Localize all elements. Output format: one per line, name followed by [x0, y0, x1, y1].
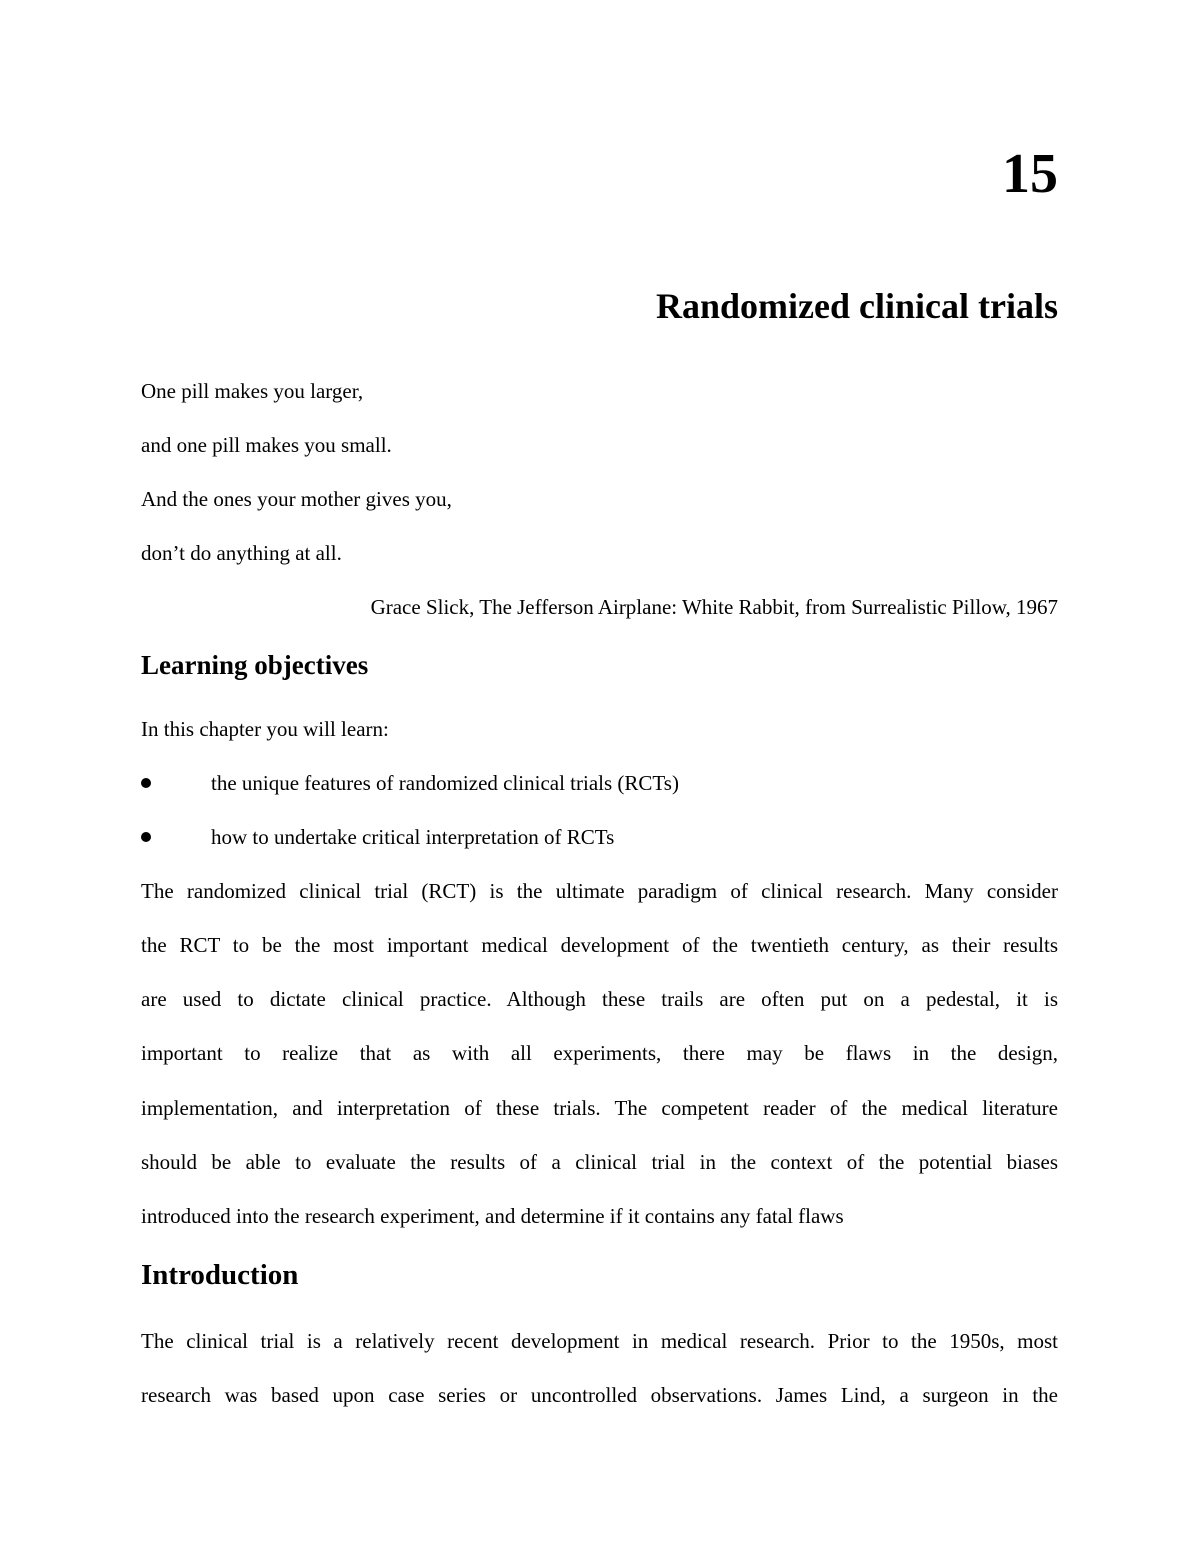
chapter-number: 15 — [1002, 143, 1058, 205]
paragraph-line: The randomized clinical trial (RCT) is the ultimate paradigm of clinical research. Many consider — [141, 880, 1058, 903]
paragraph-line: the RCT to be the most important medical development of the twentieth century, as their results — [141, 934, 1058, 957]
epigraph-line: and one pill makes you small. — [141, 433, 392, 457]
epigraph-line: don’t do anything at all. — [141, 541, 342, 565]
paragraph-line: should be able to evaluate the results of a clinical trial in the context of the potential biases — [141, 1151, 1058, 1174]
list-item-text: how to undertake critical interpretation of RCTs — [211, 825, 615, 849]
epigraph-line: One pill makes you larger, — [141, 379, 364, 403]
section-heading-learning-objectives: Learning objectives — [141, 650, 369, 680]
paragraph-line: implementation, and interpretation of these trials. The competent reader of the medical literature — [141, 1097, 1058, 1120]
bullet-icon — [141, 778, 151, 788]
paragraph-line: are used to dictate clinical practice. Although these trails are often put on a pedestal, it is — [141, 988, 1058, 1011]
bullet-icon — [141, 832, 151, 842]
paragraph-line: introduced into the research experiment, and determine if it contains any fatal flaws — [141, 1205, 844, 1228]
list-item-text: the unique features of randomized clinical trials (RCTs) — [211, 771, 679, 795]
paragraph-line: research was based upon case series or uncontrolled observations. James Lind, a surgeon in the — [141, 1384, 1058, 1407]
objectives-intro: In this chapter you will learn: — [141, 717, 389, 741]
epigraph-attribution: Grace Slick, The Jefferson Airplane: White Rabbit, from Surrealistic Pillow, 1967 — [370, 595, 1058, 619]
epigraph-line: And the ones your mother gives you, — [141, 487, 452, 511]
chapter-title: Randomized clinical trials — [656, 286, 1058, 326]
paragraph-line: important to realize that as with all experiments, there may be flaws in the design, — [141, 1042, 1058, 1065]
paragraph-line: The clinical trial is a relatively recent development in medical research. Prior to the 1950s, most — [141, 1330, 1058, 1353]
section-heading-introduction: Introduction — [141, 1259, 299, 1291]
